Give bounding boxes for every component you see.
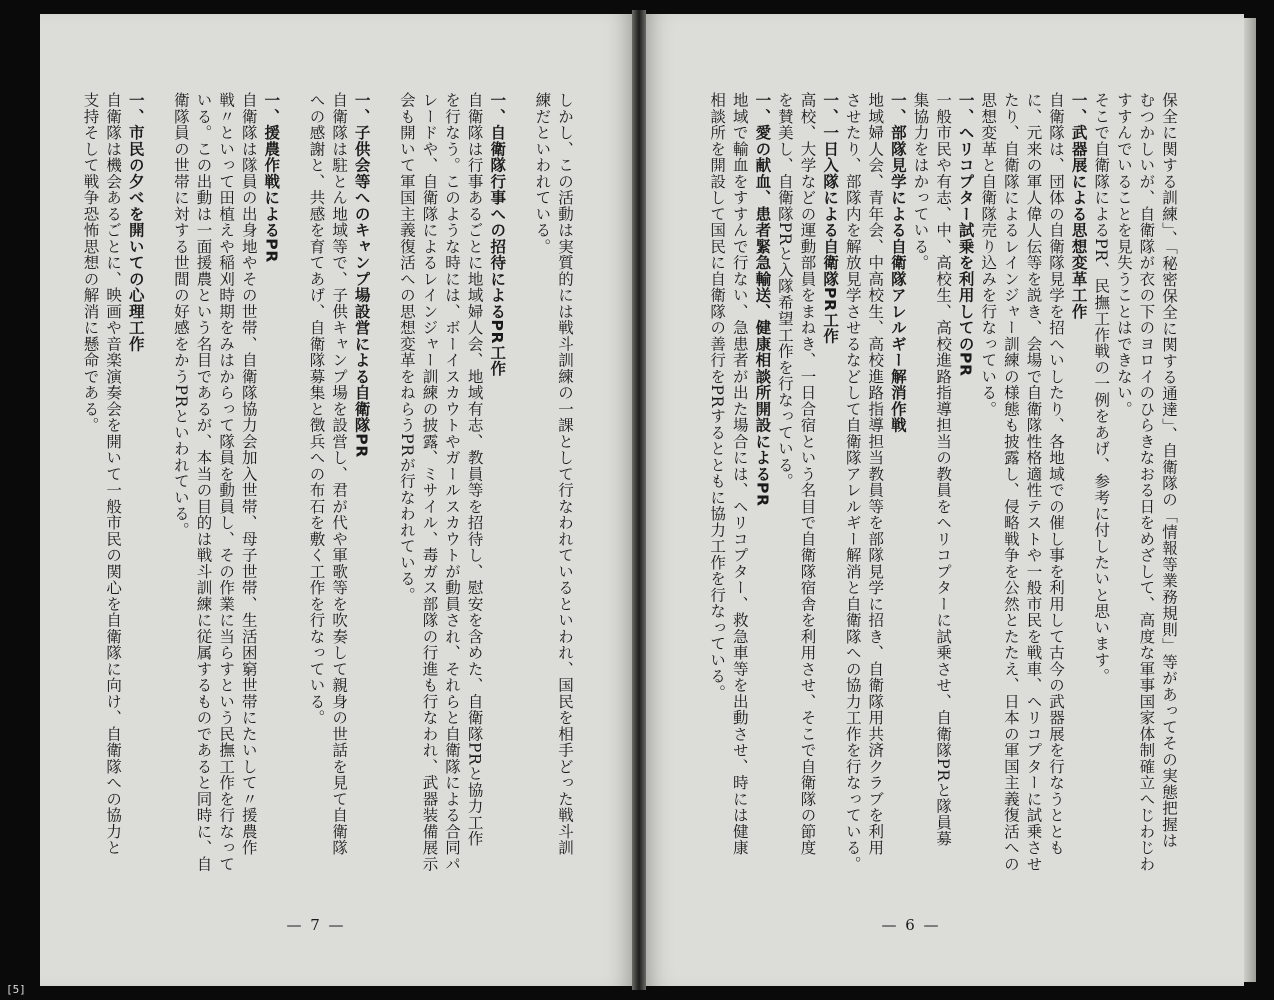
text-line: いる。この出動は一面援農という名目であるが、本当の目的は戦斗訓練に従属するものであると同時に、自 [194,92,213,872]
text-line: 会も開いて軍国主義復活への思想変革をねらうPRが行なわれている。 [397,92,416,604]
text-line: 相談所を開設して国民に自衛隊の善行をPRするとともに協力工作を行なっている。 [708,92,727,701]
text-line: 地域で輸血をすすんで行ない、急患者が出た場合には、ヘリコプター、救急車等を出動させ、時には健康 [730,92,749,856]
section-heading: 一、援農作戦によるPR [262,92,281,264]
text-line: 集協力をはかっている。 [911,92,930,271]
text-line: 保全に関する訓練」、「秘密保全に関する通達」、自衛隊の「情報等業務規則」等があってその実態把握は [1160,92,1178,849]
text-line: しかし、この活動は実質的には戦斗訓練の一課として行なわれているといわれ、国民を相手どった戦斗訓 [556,92,574,856]
left-page-text [79,92,576,872]
text-line: 自衛隊は行事あるごとに地域婦人会、地域有志、教員等を招待し、慰安を含めた、自衛隊PRと協力工作 [465,92,484,847]
text-line: レードや、自衛隊によるレインジャー訓練の披露、ミサイル、毒ガス部隊の行進も行なわれ、武器装備展示 [420,92,439,872]
text-line: への感謝と、共感を育てあげ、自衛隊募集と徴兵への布石を敷く工作を行なっている。 [307,92,326,726]
section-heading: 一、ヘリコプター試乗を利用してのPR [956,92,975,377]
text-line: を賛美し、自衛隊PRと入隊希望工作を行なっている。 [775,92,794,490]
text-line: むつかしいが、自衛隊が衣の下のヨロイのひらきなおる日をめざして、高度な軍事国家体制確立へじわじわ [1137,92,1156,872]
right-page [646,14,1244,986]
text-line: 地域婦人会、青年会、中高校生、高校進路指導担当教員等を部隊見学に招き、自衛隊用共済クラブを利用 [866,92,885,856]
text-line: すすんでいることを見失うことはできない。 [1114,92,1133,417]
text-line: 戦〃といって田植えや稲刈時期をみはからって隊員を動員し、その作業に当らすという民撫工作を行なって [217,92,236,872]
text-line: 支持そして戦争恐怖思想の解消に懸命である。 [81,92,100,434]
text-line: 思想変革と自衛隊売り込みを行なっている。 [979,92,998,417]
text-line: 自衛隊は駐とん地域等で、子供キャンプ場を設営し、君が代や軍歌等を吹奏して親身の世話を見て自衛隊 [330,92,349,856]
section-heading: 一、市民の夕べを開いての心理工作 [126,92,145,352]
text-line: 自衛隊は、団体の自衛隊見学を招へいしたり、各地域での催し事を利用して古今の武器展を行なうととも [1047,92,1066,856]
text-line: させたり、部隊内を解放見学させるなどして自衛隊アレルギー解消と自衛隊への協力工作を行なっている。 [843,92,862,872]
left-page [40,14,632,986]
book-gutter [632,10,646,990]
section-heading: 一、愛の献血、患者緊急輸送、健康相談所開設によるPR [753,92,772,507]
text-line: 衛隊員の世帯に対する世間の好感をかうPRといわれている。 [171,92,190,539]
text-line: そこで自衛隊によるPR、民撫工作戦の一例をあげ、参考に付したいと思います。 [1092,92,1111,685]
text-line: 自衛隊は機会あるごとに、映画や音楽演奏会を開いて一般市民の関心を自衛隊に向け、自衛隊への協力と [104,92,123,856]
section-heading: 一、部隊見学による自衛隊アレルギー解消作戦 [888,92,907,434]
text-line: に、元来の軍人偉人伝等を説き、会場で自衛隊性格適性テストや一般市民を戦車、ヘリコプターに試乗させ [1024,92,1043,872]
text-line: たり、自衛隊によるレインジャー訓練の様態も披露し、侵略戦争を公然とたたえ、日本の軍国主義復活への [1001,92,1020,872]
page-number-left: — 7 — [286,916,346,934]
blank-line [147,92,170,872]
corner-mark: [5] [6,983,26,996]
text-line: 高校、大学などの運動部員をまねき、一日合宿という名目で自衛隊宿舎を利用させ、そこで自衛隊の節度 [798,92,817,856]
text-line: 練だといわれている。 [533,92,552,255]
text-line: を行なう。このような時には、ボーイスカウトやガールスカウトが動員され、それらと自衛隊による合同パ [443,92,462,872]
blank-line [373,92,396,872]
section-heading: 一、子供会等へのキャンプ場設営による自衛隊PR [352,92,371,459]
blank-line [508,92,531,872]
blank-line [282,92,305,872]
section-heading: 一、一日入隊による自衛隊PR工作 [821,92,840,345]
text-line: 自衛隊は隊員の出身地やその世帯、自衛隊協力会加入世帯、母子世帯、生活困窮世帯にたいして〃援農作 [239,92,258,856]
page-edge [1244,18,1256,982]
section-heading: 一、武器展による思想変革工作 [1069,92,1088,320]
text-line: 一般市民や有志、中、高校生、高校進路指導担当の教員をヘリコプターに試乗させ、自衛隊PRと隊員募 [934,92,953,847]
right-page-text [706,92,1180,872]
section-heading: 一、自衛隊行事への招待によるPR工作 [488,92,507,377]
page-number-right: — 6 — [881,916,941,934]
